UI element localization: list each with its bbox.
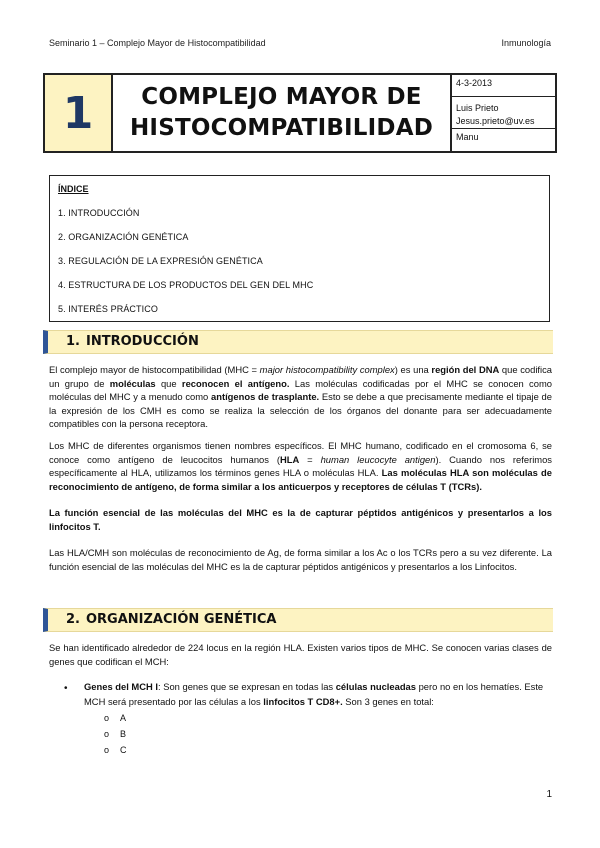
author-name: Luis Prieto <box>456 103 499 113</box>
text-run: que <box>155 377 182 389</box>
text-run: human leucocyte antigen <box>320 453 436 465</box>
text-run: Las moléculas HLA son moléculas de reconocimiento de antígeno, de forma similar a los anticuerpos y receptores de células T (TCRs). <box>49 467 552 492</box>
intro-paragraph-3: La función esencial de las moléculas del MHC es la de capturar péptidos antigénicos y presentarlos a los linfocitos T. <box>49 507 552 532</box>
text-run: major histocompatibility complex <box>259 364 395 375</box>
title-line-1: COMPLEJO MAYOR DE <box>141 84 422 110</box>
sub-bullet-mark: o <box>104 745 110 755</box>
text-run: células nucleadas <box>335 681 416 692</box>
section-heading-introduccion <box>43 330 553 354</box>
author-email: Jesus.prieto@uv.es <box>456 116 535 126</box>
text-run: moléculas <box>109 377 156 389</box>
text-run: : Son genes que se expresan en todas las <box>157 681 336 692</box>
text-run: linfocitos T CD8+. <box>263 695 343 707</box>
title-line-2: HISTOCOMPATIBILIDAD <box>129 115 434 141</box>
list-item <box>104 745 127 755</box>
text-run: = <box>299 453 321 465</box>
list-item <box>104 729 126 739</box>
document-title <box>113 75 452 151</box>
genetics-paragraph-1: Se han identificado alrededor de 224 locus en la región HLA. Existen varios tipos de MHC. Se conocen varias clases de genes que codifican el MCH: <box>49 642 552 667</box>
sub-item-label: B <box>120 729 127 739</box>
text-run: región del DNA <box>431 364 500 375</box>
toc-item[interactable]: 2. ORGANIZACIÓN GENÉTICA <box>58 232 189 242</box>
date-field: 4-3-2013 <box>452 75 555 97</box>
toc-item[interactable]: 5. INTERÉS PRÁCTICO <box>58 304 158 314</box>
text-run: Los MHC de diferentes organismos tienen nombres específicos. El MHC humano, codificado en el cromosoma 6, se conoce como antígeno de leucocitos humanos ( <box>49 440 552 465</box>
note-field: Manu <box>456 132 479 142</box>
page-number: 1 <box>546 789 552 800</box>
author-field <box>452 97 555 129</box>
bullet-mhc-class-1 <box>84 680 552 709</box>
section-title: INTRODUCCIÓN <box>85 334 199 349</box>
toc-item[interactable]: 1. INTRODUCCIÓN <box>58 208 140 218</box>
running-header-right: Inmunología <box>501 38 551 48</box>
toc-item[interactable]: 4. ESTRUCTURA DE LOS PRODUCTOS DEL GEN DEL MHC <box>58 280 314 290</box>
section-number: 1. <box>66 334 80 349</box>
toc-heading: ÍNDICE <box>58 184 89 194</box>
text-run: pero no en los hematíes. Este MCH será presentado por las células a los <box>84 681 544 707</box>
table-of-contents <box>49 175 550 322</box>
intro-paragraph-1 <box>49 363 552 431</box>
section-number: 2. <box>66 612 80 627</box>
list-item <box>104 713 126 723</box>
sub-item-label: C <box>120 745 127 755</box>
text-run: Genes del MCH I <box>84 681 158 692</box>
text-run: ) es una <box>394 364 432 375</box>
text-run: HLA <box>279 453 300 465</box>
intro-paragraph-2 <box>49 439 552 493</box>
toc-item[interactable]: 3. REGULACIÓN DE LA EXPRESIÓN GENÉTICA <box>58 256 263 266</box>
text-run: que codifica un grupo de <box>49 364 553 389</box>
sub-bullet-mark: o <box>104 729 110 739</box>
title-block <box>43 73 557 153</box>
text-run: antígenos de trasplante. <box>211 391 320 403</box>
section-title: ORGANIZACIÓN GENÉTICA <box>85 612 277 627</box>
seminar-number: 1 <box>45 75 113 151</box>
intro-paragraph-4: Las HLA/CMH son moléculas de reconocimiento de Ag, de forma similar a los Ac o los TCRs pero a su vez diferente. La función esencial de las moléculas del MHC es la de capturar péptidos antigénicos y presentarlos a los Linfocitos. <box>49 547 552 572</box>
sub-bullet-mark: o <box>104 713 110 723</box>
bullet-mark: • <box>64 683 68 694</box>
text-run: El complejo mayor de histocompatibilidad (MHC = <box>49 364 260 375</box>
text-run: Esto se debe a que precisamente mediante el tipaje de la expresión de los CMH es como se realiza la selección de los órganos del donante para ser adecuadamente compatibles con la persona receptora. <box>49 391 552 430</box>
title-meta <box>452 75 555 151</box>
section-heading-organizacion <box>43 608 553 632</box>
text-run: Las moléculas codificadas por el MHC se conocen como moléculas del MHC y a menudo como <box>49 377 552 403</box>
text-run: ). Cuando nos referimos específicamente al HLA, utilizamos los términos genes HLA o moléculas HLA. <box>49 453 552 479</box>
sub-item-label: A <box>120 713 127 723</box>
running-header-left: Seminario 1 – Complejo Mayor de Histocompatibilidad <box>49 38 266 48</box>
text-run: Son 3 genes en total: <box>342 695 434 707</box>
text-run: reconocen el antígeno. <box>181 377 290 389</box>
